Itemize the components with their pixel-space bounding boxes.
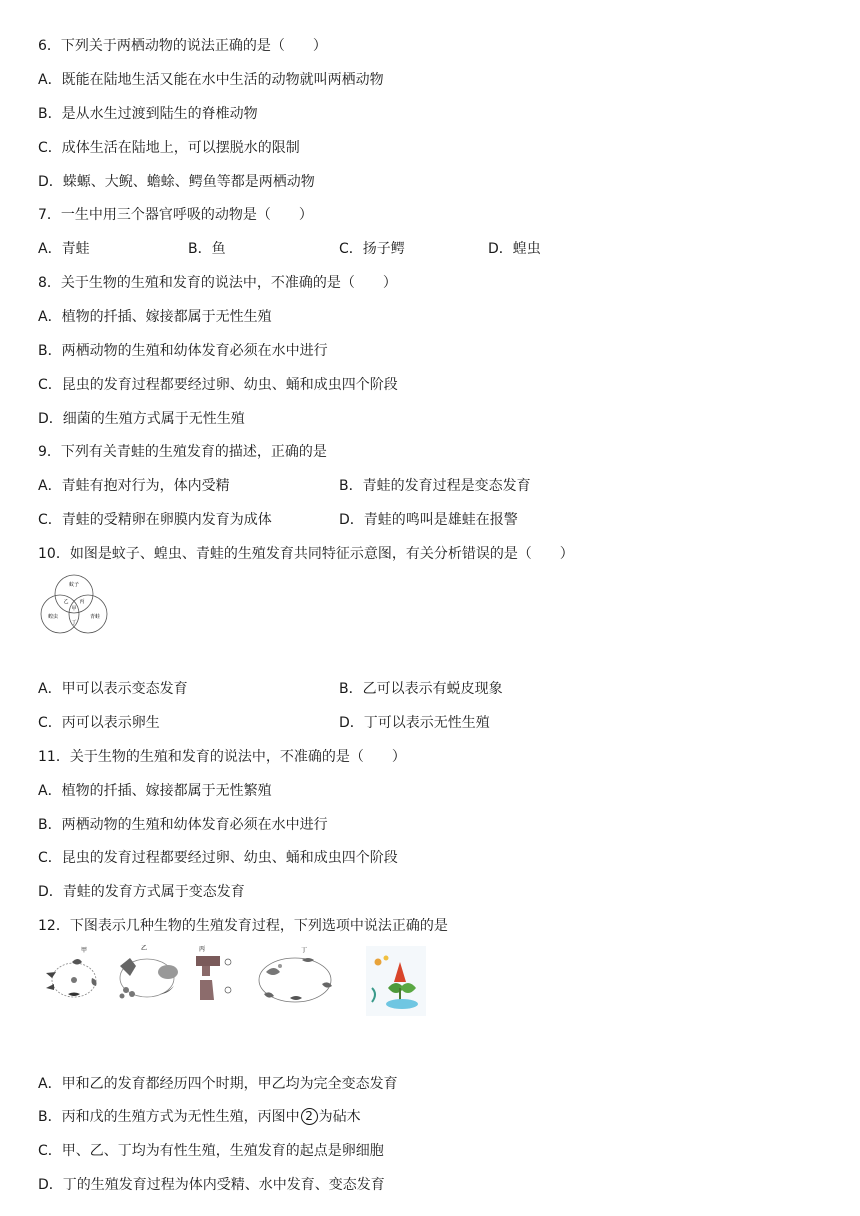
q8-option-b: B．两栖动物的生殖和幼体发育必须在水中进行: [38, 343, 328, 359]
venn-region-2: 丙: [79, 599, 85, 605]
q10-option-c: C．丙可以表示卵生: [38, 715, 160, 731]
venn-circle-right: [69, 595, 107, 633]
q12-option-b-post: 为砧木: [318, 1109, 361, 1125]
q12-option-a: A．甲和乙的发育都经历四个时期，甲乙均为完全变态发育: [38, 1076, 398, 1092]
venn-circle-left: [41, 595, 79, 633]
q6-option-a: A．既能在陆地生活又能在水中生活的动物就叫两栖动物: [38, 72, 384, 88]
q8-stem: 8．关于生物的生殖和发育的说法中，不准确的是（ ）: [38, 275, 397, 291]
q11-stem: 11．关于生物的生殖和发育的说法中，不准确的是（ ）: [38, 749, 406, 765]
venn-label-left: 蝗虫: [47, 614, 59, 620]
venn-region-1: 乙: [63, 599, 69, 605]
q12-option-c: C．甲、乙、丁均为有性生殖，生殖发育的起点是卵细胞: [38, 1143, 384, 1159]
figure-label-bing: 丙: [198, 946, 206, 953]
q12-option-d: D．丁的生殖发育过程为体内受精、水中发育、变态发育: [38, 1177, 385, 1193]
q10-option-b: B．乙可以表示有蜕皮现象: [339, 681, 503, 697]
q6-option-b: B．是从水生过渡到陆生的脊椎动物: [38, 106, 258, 122]
figure-label-ding: 丁: [300, 947, 308, 954]
q7-stem: 7．一生中用三个器官呼吸的动物是（ ）: [38, 207, 313, 223]
figure-label-yi: 乙: [140, 945, 148, 952]
venn-diagram: [38, 572, 110, 636]
q9-option-a: A．青蛙有抱对行为，体内受精: [38, 478, 230, 494]
q7-option-b: B．鱼: [188, 241, 226, 257]
figure-ding-frog-cycle: [250, 944, 340, 1010]
q9-stem: 9．下列有关青蛙的生殖发育的描述，正确的是: [38, 444, 327, 460]
q7-option-c: C．扬子鳄: [339, 241, 405, 257]
figure-jia-insect-cycle: [42, 944, 106, 1006]
venn-label-right: 青蛙: [89, 614, 101, 620]
q11-option-d: D．青蛙的发育方式属于变态发育: [38, 884, 245, 900]
q6-option-d: D．蝾螈、大鲵、蟾蜍、鳄鱼等都是两栖动物: [38, 174, 315, 190]
venn-label-top: 蚊子: [68, 582, 80, 588]
q9-option-c: C．青蛙的受精卵在卵膜内发育为成体: [38, 512, 272, 528]
q12-option-b-pre: B．丙和戊的生殖方式为无性生殖，丙图中: [38, 1109, 300, 1125]
q6-stem: 6．下列关于两栖动物的说法正确的是（ ）: [38, 38, 327, 54]
q7-option-a: A．青蛙: [38, 241, 90, 257]
q10-option-d: D．丁可以表示无性生殖: [339, 715, 490, 731]
q9-option-b: B．青蛙的发育过程是变态发育: [339, 478, 531, 494]
figure-yi-insect-cycle: [110, 942, 184, 1008]
circled-number: 2: [301, 1108, 318, 1125]
q10-stem: 10．如图是蚊子、蝗虫、青蛙的生殖发育共同特征示意图，有关分析错误的是（ ）: [38, 546, 574, 562]
figure-wu-plant: [364, 944, 428, 1018]
q8-option-c: C．昆虫的发育过程都要经过卵、幼虫、蛹和成虫四个阶段: [38, 377, 398, 393]
q11-option-b: B．两栖动物的生殖和幼体发育必须在水中进行: [38, 817, 328, 833]
q11-option-a: A．植物的扦插、嫁接都属于无性繁殖: [38, 783, 272, 799]
q6-option-c: C．成体生活在陆地上，可以摆脱水的限制: [38, 140, 300, 156]
q10-option-a: A．甲可以表示变态发育: [38, 681, 188, 697]
venn-region-3: 甲: [71, 606, 77, 612]
figure-bing-grafting: [190, 944, 236, 1002]
q11-option-c: C．昆虫的发育过程都要经过卵、幼虫、蛹和成虫四个阶段: [38, 850, 398, 866]
q7-option-d: D．蝗虫: [488, 241, 541, 257]
q9-option-d: D．青蛙的鸣叫是雄蛙在报警: [339, 512, 518, 528]
q8-option-d: D．细菌的生殖方式属于无性生殖: [38, 411, 245, 427]
figure-label-jia: 甲: [80, 947, 88, 954]
venn-region-4: 丁: [71, 620, 77, 626]
q12-stem: 12．下图表示几种生物的生殖发育过程，下列选项中说法正确的是: [38, 918, 448, 934]
q12-option-b: [38, 1108, 361, 1126]
q8-option-a: A．植物的扦插、嫁接都属于无性生殖: [38, 309, 272, 325]
